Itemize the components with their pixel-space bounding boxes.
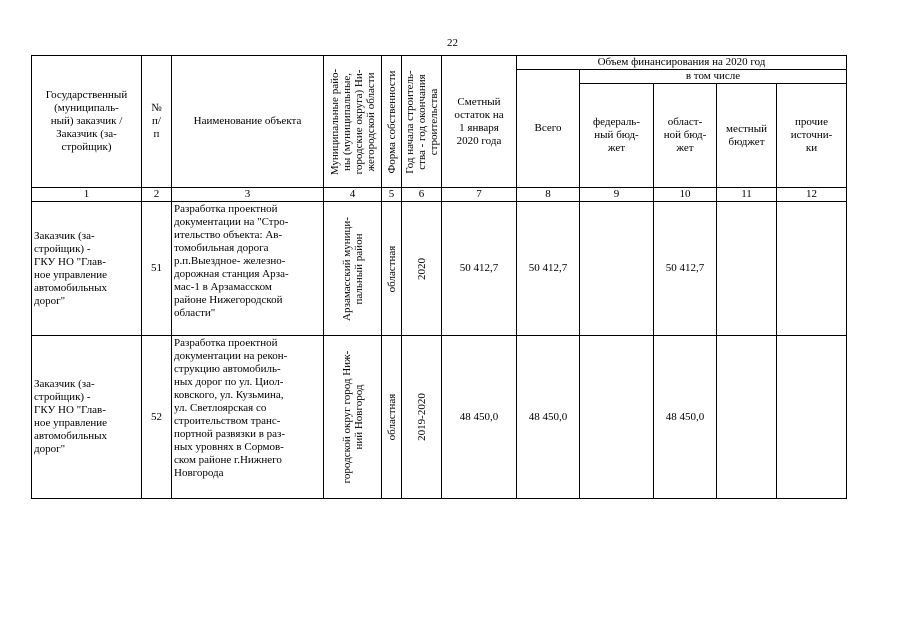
header-municipality: Муниципальные райо- ны (муниципальные, городские округа) Ни- жегородской области [324, 56, 382, 188]
row-federal [580, 202, 654, 336]
row-object-name: Разработка проектной документации на "Стро- ительство объекта: Ав- томобильная дорога р.п.Выездное- железно- дорожная станция Арза- мас-1 в Арзамасском районе Нижегородской области" [172, 202, 324, 336]
row-local [717, 202, 777, 336]
header-federal: федераль- ный бюд- жет [580, 84, 654, 188]
row-federal [580, 336, 654, 499]
column-number: 11 [717, 188, 777, 202]
row-customer: Заказчик (за- стройщик) - ГКУ НО "Глав- ное управление автомобильных дорог" [32, 202, 142, 336]
column-number: 9 [580, 188, 654, 202]
column-number: 7 [442, 188, 517, 202]
financing-table [31, 55, 847, 499]
column-number: 1 [32, 188, 142, 202]
column-number: 3 [172, 188, 324, 202]
header-object-name: Наименование объекта [172, 56, 324, 188]
column-number: 12 [777, 188, 847, 202]
column-number: 6 [402, 188, 442, 202]
page-number: 22 [447, 37, 458, 49]
header-total: Всего [517, 70, 580, 188]
row-years: 2020 [402, 202, 442, 336]
row-number: 52 [142, 336, 172, 499]
row-total: 48 450,0 [517, 336, 580, 499]
row-local [717, 336, 777, 499]
column-number: 5 [382, 188, 402, 202]
row-ownership: областная [382, 336, 402, 499]
row-number: 51 [142, 202, 172, 336]
table-row [32, 336, 847, 499]
row-balance: 48 450,0 [442, 336, 517, 499]
header-local: местный бюджет [717, 84, 777, 188]
row-object-name: Разработка проектной документации на рекон- струкцию автомобиль- ных дорог по ул. Циол- ковского, ул. Кузьмина, ул. Светлоярская со строительством транс- портной развязки в раз- ных уровнях в Сормов- ском районе г.Нижнего Новгорода [172, 336, 324, 499]
header-balance: Сметный остаток на 1 января 2020 года [442, 56, 517, 188]
header-customer: Государственный (муниципаль- ный) заказчик / Заказчик (за- стройщик) [32, 56, 142, 188]
row-other [777, 202, 847, 336]
row-regional: 50 412,7 [654, 202, 717, 336]
row-ownership: областная [382, 202, 402, 336]
row-municipality: городской округ город Ниж- ний Новгород [324, 336, 382, 499]
row-years: 2019-2020 [402, 336, 442, 499]
column-number-row [32, 188, 847, 202]
row-regional: 48 450,0 [654, 336, 717, 499]
header-including: в том числе [580, 70, 847, 84]
header-funding-group: Объем финансирования на 2020 год [517, 56, 847, 70]
header-number: № п/ п [142, 56, 172, 188]
header-other: прочие источни- ки [777, 84, 847, 188]
table-row [32, 202, 847, 336]
column-number: 2 [142, 188, 172, 202]
header-ownership: Форма собственности [382, 56, 402, 188]
header-regional: област- ной бюд- жет [654, 84, 717, 188]
column-number: 8 [517, 188, 580, 202]
column-number: 4 [324, 188, 382, 202]
row-total: 50 412,7 [517, 202, 580, 336]
column-number: 10 [654, 188, 717, 202]
row-customer: Заказчик (за- стройщик) - ГКУ НО "Глав- ное управление автомобильных дорог" [32, 336, 142, 499]
row-balance: 50 412,7 [442, 202, 517, 336]
header-years: Год начала строитель- ства - год окончания строительства [402, 56, 442, 188]
row-other [777, 336, 847, 499]
row-municipality: Арзамасский муници- пальный район [324, 202, 382, 336]
